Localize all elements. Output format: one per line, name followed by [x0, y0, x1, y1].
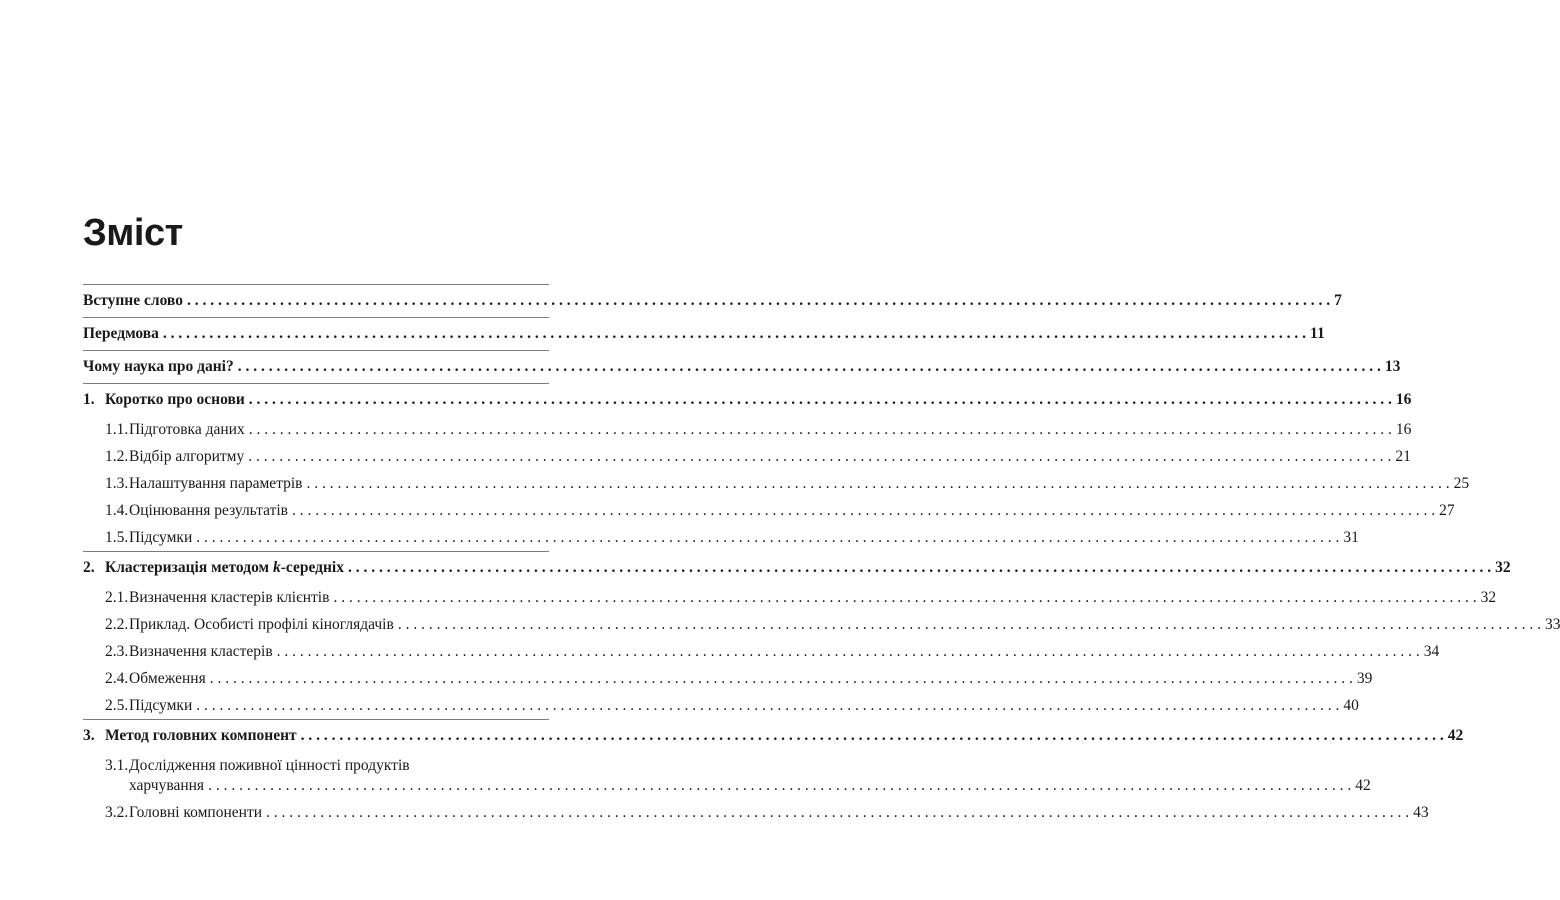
- toc-chapter-3[interactable]: [83, 720, 1464, 752]
- toc-entry-title: Відбір алгоритму: [129, 447, 245, 465]
- toc-page-number: 32: [1495, 559, 1511, 576]
- chapter-number: 1.: [83, 391, 95, 408]
- toc-entry-title: [105, 558, 344, 578]
- page-title: Зміст: [83, 212, 183, 254]
- toc-entry-title: Метод головних компонент: [105, 727, 297, 744]
- toc-section-2-5[interactable]: [83, 692, 1359, 719]
- toc-section-1-3[interactable]: [83, 470, 1470, 497]
- section-number: 1.5.: [105, 528, 129, 546]
- section-number: 3.2.: [105, 803, 129, 821]
- toc-entry-title: Налаштування параметрів: [129, 474, 303, 492]
- toc-entry-preface[interactable]: [83, 318, 1325, 350]
- section-number: 2.3.: [105, 642, 129, 660]
- toc-section-1-4[interactable]: [83, 497, 1455, 524]
- leader-dots: [238, 357, 1381, 377]
- toc-entry-title: Чому наука про дані?: [83, 358, 234, 375]
- toc-entry-why-data-science[interactable]: [83, 351, 1401, 383]
- leader-dots: [248, 447, 1391, 467]
- toc-chapter-1[interactable]: [83, 384, 1412, 416]
- toc-page-number: 11: [1310, 325, 1325, 342]
- toc-page-number: 32: [1480, 588, 1497, 606]
- toc-page-number: 25: [1453, 474, 1470, 492]
- section-number: 1.2.: [105, 447, 129, 465]
- toc-page-number: 39: [1356, 669, 1373, 687]
- title-text: Кластеризація методом: [105, 559, 273, 576]
- toc-entry-title: Обмеження: [129, 669, 206, 687]
- toc-entry-title-line2-row: [129, 776, 1371, 796]
- leader-dots: [266, 803, 1409, 823]
- section-number: 3.1.: [105, 756, 129, 774]
- section-number: 1.4.: [105, 501, 129, 519]
- leader-dots: [210, 669, 1353, 689]
- toc-entry-title: Головні компоненти: [129, 803, 263, 821]
- toc-section-2-3[interactable]: [83, 638, 1440, 665]
- leader-dots: [292, 501, 1435, 521]
- section-number: 2.1.: [105, 588, 129, 606]
- table-of-contents: [83, 284, 1560, 826]
- leader-dots: [196, 696, 1339, 716]
- toc-section-2-4[interactable]: [83, 665, 1373, 692]
- leader-dots: [398, 615, 1541, 635]
- toc-page-number: 34: [1423, 642, 1440, 660]
- toc-entry-title-line1: Дослідження поживної цінності продуктів: [129, 756, 410, 774]
- toc-entry-title: Підготовка даних: [129, 420, 245, 438]
- toc-section-1-2[interactable]: [83, 443, 1411, 470]
- toc-entry-body: [129, 756, 1371, 796]
- toc-entry-title: Коротко про основи: [105, 391, 245, 408]
- toc-entry-title-line2: харчування: [129, 776, 205, 794]
- toc-page-number: 13: [1384, 358, 1401, 375]
- toc-page-number: 27: [1439, 501, 1455, 519]
- toc-page-number: 21: [1395, 447, 1411, 465]
- toc-entry-title: Приклад. Особисті профілі кіноглядачів: [129, 615, 394, 633]
- leader-dots: [249, 420, 1392, 440]
- title-italic-k: k: [272, 559, 281, 576]
- chapter-number: 3.: [83, 727, 95, 744]
- title-text: -середніх: [280, 559, 344, 576]
- toc-page-number: 7: [1334, 292, 1342, 309]
- toc-entry-title: Визначення кластерів клієнтів: [129, 588, 330, 606]
- leader-dots: [196, 528, 1339, 548]
- leader-dots: [187, 291, 1330, 311]
- section-number: 1.1.: [105, 420, 129, 438]
- toc-entry-title: Передмова: [83, 325, 159, 342]
- leader-dots: [277, 642, 1420, 662]
- toc-entry-title: Вступне слово: [83, 292, 183, 309]
- leader-dots: [301, 726, 1444, 746]
- leader-dots: [348, 558, 1491, 578]
- toc-page-number: 33: [1544, 615, 1560, 633]
- toc-page-number: 40: [1343, 696, 1359, 714]
- toc-entry-foreword[interactable]: [83, 285, 1342, 317]
- toc-section-2-1[interactable]: [83, 584, 1497, 611]
- leader-dots: [307, 474, 1450, 494]
- toc-section-3-2[interactable]: [83, 799, 1429, 826]
- toc-page-number: 31: [1343, 528, 1359, 546]
- toc-chapter-2[interactable]: [83, 552, 1511, 584]
- leader-dots: [163, 324, 1306, 344]
- toc-page-number: 16: [1395, 420, 1412, 438]
- section-number: 2.4.: [105, 669, 129, 687]
- toc-page-number: 42: [1355, 776, 1371, 794]
- leader-dots: [249, 390, 1392, 410]
- toc-section-1-1[interactable]: [83, 416, 1412, 443]
- chapter-number: 2.: [83, 559, 95, 576]
- toc-section-2-2[interactable]: [83, 611, 1560, 638]
- toc-page-number: 42: [1447, 727, 1464, 744]
- section-number: 1.3.: [105, 474, 129, 492]
- toc-entry-title: Визначення кластерів: [129, 642, 273, 660]
- toc-entry-title: Підсумки: [129, 696, 193, 714]
- toc-section-3-1[interactable]: [83, 752, 1371, 799]
- leader-dots: [333, 588, 1476, 608]
- toc-section-1-5[interactable]: [83, 524, 1359, 551]
- section-number: 2.2.: [105, 615, 129, 633]
- toc-entry-title: Оцінювання результатів: [129, 501, 288, 519]
- section-number: 2.5.: [105, 696, 129, 714]
- toc-page-number: 16: [1395, 391, 1412, 408]
- leader-dots: [208, 776, 1351, 796]
- toc-entry-title: Підсумки: [129, 528, 193, 546]
- toc-page-number: 43: [1413, 803, 1429, 821]
